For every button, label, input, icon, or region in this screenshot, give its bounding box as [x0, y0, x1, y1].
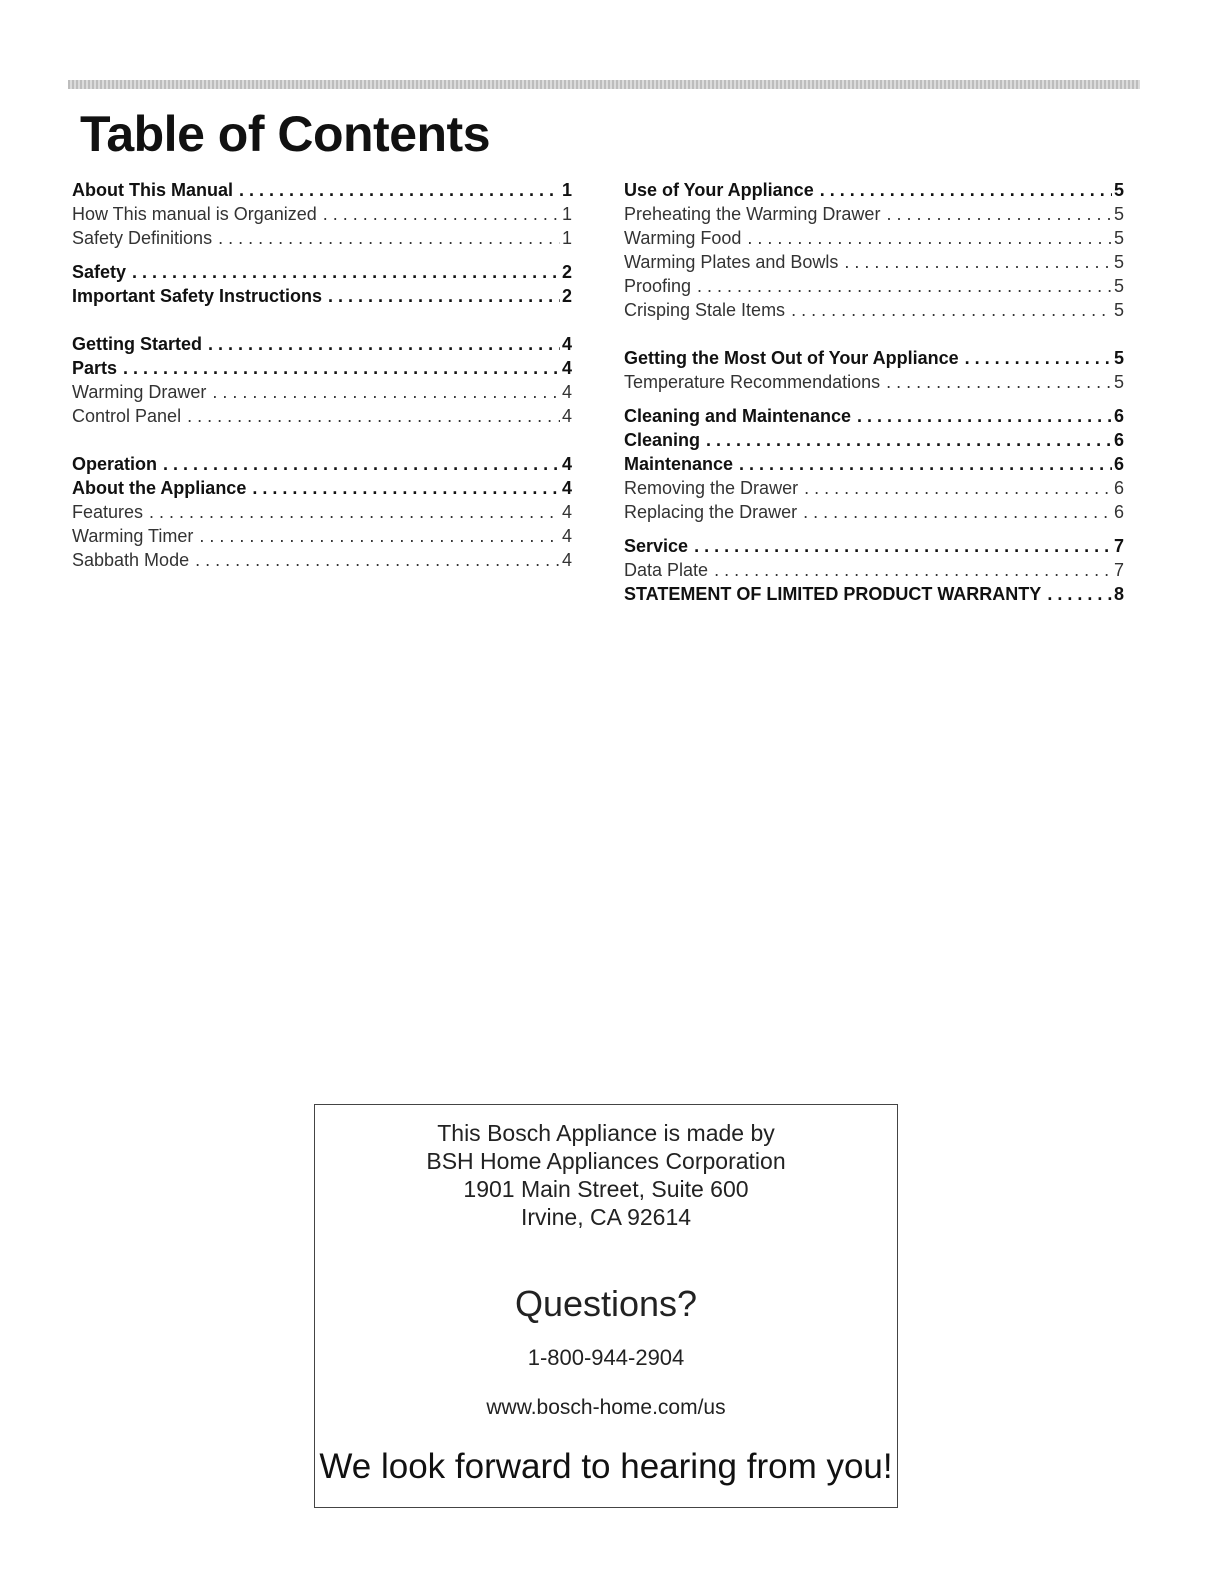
- toc-leader: [187, 404, 560, 428]
- toc-entry-title: How This manual is Organized: [72, 204, 317, 224]
- closing-message: We look forward to hearing from you!: [319, 1447, 893, 1486]
- toc-entry[interactable]: [72, 500, 572, 524]
- toc-leader: [1047, 582, 1112, 606]
- toc-entry-page: 5: [1113, 276, 1124, 296]
- toc-entry-page: 5: [1113, 180, 1124, 200]
- toc-entry-page: 5: [1113, 252, 1124, 272]
- toc-entry[interactable]: [72, 202, 572, 226]
- toc-entry[interactable]: [624, 226, 1124, 250]
- toc-leader: [965, 346, 1112, 370]
- toc-leader: [820, 178, 1112, 202]
- toc-entry-page: 1: [561, 204, 572, 224]
- top-rule: [68, 80, 1140, 89]
- toc-entry[interactable]: [72, 380, 572, 404]
- toc-leader: [163, 452, 560, 476]
- toc-entry-title: Crisping Stale Items: [624, 300, 786, 320]
- toc-entry[interactable]: [624, 558, 1124, 582]
- toc-entry-title: Temperature Recommendations: [624, 372, 881, 392]
- toc-entry-page: 4: [561, 382, 572, 402]
- toc-entry-page: 1: [561, 228, 572, 248]
- phone-number[interactable]: 1-800-944-2904: [527, 1345, 685, 1370]
- toc-leader: [149, 500, 560, 524]
- toc-entry[interactable]: [72, 260, 572, 284]
- toc-leader: [747, 226, 1112, 250]
- address-line: This Bosch Appliance is made by: [437, 1120, 775, 1146]
- toc-leader: [323, 202, 560, 226]
- toc-entry-page: 5: [1113, 300, 1124, 320]
- toc-entry[interactable]: [624, 250, 1124, 274]
- toc-entry-title: Getting Started: [72, 334, 203, 354]
- toc-leader: [714, 558, 1112, 582]
- toc-entry-title: About This Manual: [72, 180, 233, 200]
- toc-entry-title: Data Plate: [624, 560, 709, 580]
- toc-leader: [199, 524, 560, 548]
- toc-entry-title: Safety: [72, 262, 127, 282]
- toc-right-column: [624, 178, 1124, 606]
- toc-entry[interactable]: [72, 548, 572, 572]
- contact-info-box: [314, 1104, 898, 1508]
- website-link[interactable]: www.bosch-home.com/us: [486, 1396, 726, 1419]
- toc-leader: [697, 274, 1112, 298]
- toc-entry-page: 1: [561, 180, 572, 200]
- toc-entry-title: Parts: [72, 358, 118, 378]
- toc-entry[interactable]: [72, 356, 572, 380]
- toc-entry-page: 6: [1113, 478, 1124, 498]
- toc-entry-page: 6: [1113, 502, 1124, 522]
- questions-heading: Questions?: [514, 1283, 698, 1324]
- toc-entry-page: 4: [561, 406, 572, 426]
- toc-entry[interactable]: [624, 534, 1124, 558]
- toc-leader: [218, 226, 560, 250]
- toc-leader: [844, 250, 1112, 274]
- toc-entry-page: 4: [561, 358, 572, 378]
- toc-leader: [132, 260, 560, 284]
- toc-entry[interactable]: [624, 370, 1124, 394]
- toc-entry-title: Sabbath Mode: [72, 550, 190, 570]
- toc-entry-title: Safety Definitions: [72, 228, 213, 248]
- toc-leader: [804, 476, 1112, 500]
- toc-entry[interactable]: [624, 452, 1124, 476]
- toc-leader: [195, 548, 560, 572]
- toc-entry[interactable]: [624, 298, 1124, 322]
- toc-entry-page: 4: [561, 526, 572, 546]
- toc-leader: [123, 356, 560, 380]
- toc-entry-title: Warming Food: [624, 228, 742, 248]
- toc-entry-title: Warming Drawer: [72, 382, 207, 402]
- toc-leader: [239, 178, 560, 202]
- toc-entry-page: 6: [1113, 406, 1124, 426]
- toc-left-column: [72, 178, 572, 572]
- toc-entry[interactable]: [72, 404, 572, 428]
- toc-entry[interactable]: [624, 404, 1124, 428]
- toc-entry-title: STATEMENT OF LIMITED PRODUCT WARRANTY: [624, 584, 1042, 604]
- toc-leader: [886, 202, 1112, 226]
- toc-entry-title: Important Safety Instructions: [72, 286, 323, 306]
- toc-entry-page: 7: [1113, 536, 1124, 556]
- toc-entry[interactable]: [72, 284, 572, 308]
- toc-entry-page: 8: [1113, 584, 1124, 604]
- toc-entry[interactable]: [72, 452, 572, 476]
- toc-leader: [208, 332, 560, 356]
- toc-entry[interactable]: [624, 428, 1124, 452]
- toc-entry-page: 5: [1113, 348, 1124, 368]
- address-line: 1901 Main Street, Suite 600: [463, 1176, 749, 1202]
- toc-entry-title: Cleaning: [624, 430, 701, 450]
- toc-entry[interactable]: [624, 178, 1124, 202]
- toc-entry[interactable]: [72, 332, 572, 356]
- toc-leader: [886, 370, 1112, 394]
- toc-entry-title: Control Panel: [72, 406, 182, 426]
- toc-entry-page: 5: [1113, 228, 1124, 248]
- toc-entry-page: 4: [561, 334, 572, 354]
- toc-entry-page: 4: [561, 454, 572, 474]
- address-line: Irvine, CA 92614: [520, 1204, 692, 1230]
- toc-entry[interactable]: [72, 178, 572, 202]
- toc-entry[interactable]: [72, 524, 572, 548]
- toc-entry-page: 2: [561, 262, 572, 282]
- toc-leader: [791, 298, 1112, 322]
- toc-leader: [694, 534, 1112, 558]
- toc-entry[interactable]: [624, 202, 1124, 226]
- toc-entry[interactable]: [624, 500, 1124, 524]
- toc-leader: [739, 452, 1112, 476]
- toc-entry-page: 5: [1113, 372, 1124, 392]
- toc-entry-title: About the Appliance: [72, 478, 247, 498]
- toc-entry[interactable]: [624, 274, 1124, 298]
- toc-leader: [803, 500, 1112, 524]
- toc-leader: [857, 404, 1112, 428]
- toc-entry[interactable]: [72, 226, 572, 250]
- toc-entry-title: Service: [624, 536, 689, 556]
- toc-leader: [252, 476, 560, 500]
- toc-entry-title: Warming Timer: [72, 526, 194, 546]
- toc-entry-title: Warming Plates and Bowls: [624, 252, 839, 272]
- toc-entry-page: 7: [1113, 560, 1124, 580]
- toc-entry-title: Removing the Drawer: [624, 478, 799, 498]
- toc-entry-page: 5: [1113, 204, 1124, 224]
- toc-leader: [706, 428, 1112, 452]
- toc-entry-page: 4: [561, 502, 572, 522]
- address-line: BSH Home Appliances Corporation: [426, 1148, 786, 1174]
- manufacturer-address: [315, 1119, 897, 1231]
- toc-entry[interactable]: [624, 346, 1124, 370]
- toc-entry-title: Proofing: [624, 276, 692, 296]
- toc-entry-page: 4: [561, 478, 572, 498]
- toc-leader: [212, 380, 560, 404]
- toc-entry-page: 2: [561, 286, 572, 306]
- toc-entry[interactable]: [72, 476, 572, 500]
- toc-entry-title: Features: [72, 502, 144, 522]
- toc-entry[interactable]: [624, 582, 1124, 606]
- toc-entry-title: Preheating the Warming Drawer: [624, 204, 881, 224]
- toc-entry[interactable]: [624, 476, 1124, 500]
- toc-entry-page: 6: [1113, 454, 1124, 474]
- toc-entry-page: 4: [561, 550, 572, 570]
- toc-entry-title: Cleaning and Maintenance: [624, 406, 852, 426]
- toc-entry-title: Replacing the Drawer: [624, 502, 798, 522]
- toc-entry-title: Maintenance: [624, 454, 734, 474]
- toc-entry-title: Operation: [72, 454, 158, 474]
- toc-leader: [328, 284, 560, 308]
- toc-entry-title: Use of Your Appliance: [624, 180, 814, 200]
- page-title: Table of Contents: [80, 106, 491, 162]
- toc-entry-title: Getting the Most Out of Your Appliance: [624, 348, 959, 368]
- toc-entry-page: 6: [1113, 430, 1124, 450]
